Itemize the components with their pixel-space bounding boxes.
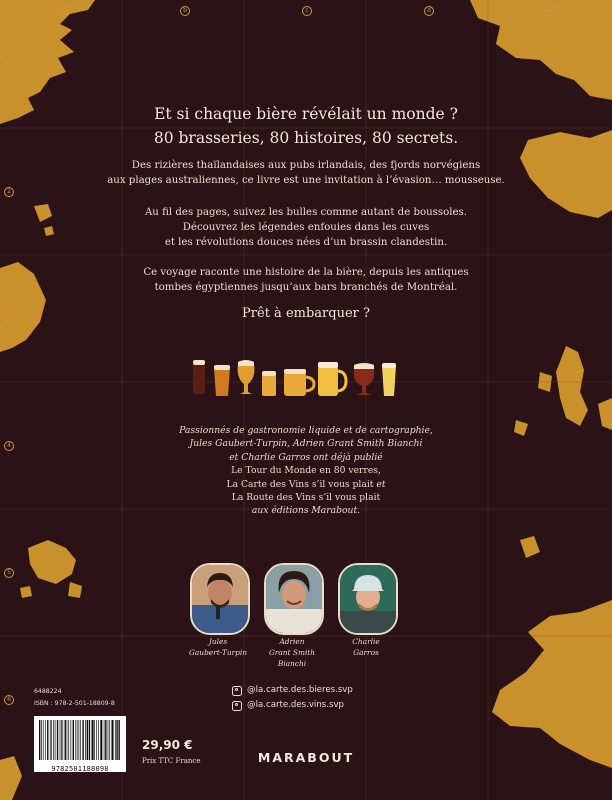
land-left-mid [0,262,46,352]
beer-glass-icon [382,363,396,396]
author-last-name: Grant Smith Bianchi [268,648,316,668]
barcode-bar [68,720,69,760]
price-note: Prix TTC France [142,757,201,765]
paragraph-bubbles [100,205,512,250]
island-right-tiny-2 [598,398,612,430]
author-photo-charlie [338,563,398,635]
social-handle-row[interactable] [232,698,392,713]
beer-glass-icon [193,360,205,394]
beer-glass-icon [354,363,375,395]
barcode-bar [50,720,51,760]
barcode-bar [109,720,110,760]
barcode-bar [43,720,44,760]
price: 29,90 € [142,738,193,752]
island-right-mid [520,130,612,218]
instagram-handle[interactable]: @la.carte.des.bieres.svp [247,685,353,695]
barcode-bar [45,720,46,760]
barcode-bar [87,720,88,760]
island-left-lower-3 [20,586,32,598]
bio-line: aux éditions Marabout. [251,505,361,517]
barcode-bar [104,720,105,760]
island-right-tiny [514,420,528,436]
island-left-lower-2 [68,582,82,598]
paragraph-intro [100,158,512,188]
paragraph-line: Découvrez les légendes enfouies dans les cuves [182,222,430,233]
grid-label-left: 4 [4,441,14,451]
bio-line: Jules Gaubert-Turpin, Adrien Grant Smith Bianchi [189,438,423,450]
barcode-bar [79,720,80,760]
portrait-avatar-icon [192,565,248,633]
land-top-right [470,0,612,100]
question-text: Prêt à embarquer ? [242,306,370,321]
portrait-avatar-icon [340,565,396,633]
instagram-icon [232,701,242,711]
bio-book-title: La Route des Vins s’il vous plait [231,492,381,504]
barcode-bar [77,720,78,760]
beer-glasses-illustration [190,356,422,400]
bio-line: Passionnés de gastronomie liquide et de cartographie, [179,425,433,436]
instagram-icon [232,686,242,696]
author-caption [254,636,330,669]
authors-bio [140,424,472,518]
barcode-bar [67,720,68,760]
island-right-long [556,346,588,426]
bio-line: et Charlie Garros ont déjà publié [229,451,383,463]
grid-label-left: 5 [4,568,14,578]
barcode-bar [118,720,119,760]
barcode-bar [73,720,74,760]
paragraph-line: et les révolutions douces nées d’un brassin clandestin. [164,237,448,248]
grid-label-top: e [546,6,556,16]
barcode-bar [111,720,113,760]
barcode-bar [65,720,66,760]
barcode-bar [92,720,94,760]
island-right-lower [520,536,540,558]
author-photo-jules [190,563,250,635]
barcode-bar [53,720,54,760]
land-bottom-left [0,756,22,800]
grid-label-top: d [424,6,434,16]
author-photo-adrien [264,563,324,635]
paragraph-line: Au fil des pages, suivez les bulles comme autant de boussoles. [144,207,468,218]
author-first-name: Adrien [279,637,305,646]
barcode-bar [80,720,81,760]
grid-label-top: b [180,6,190,16]
barcode-number: 9782501188098 [51,765,109,773]
paragraph-line: Des rizières thaïlandaises aux pubs irlandais, des fjords norvégiens [131,160,481,171]
author-last-name: Gaubert-Turpin [189,648,247,657]
paragraph-line: aux plages australiennes, ce livre est une invitation à l’évasion… mousseuse. [107,175,505,186]
grid-label-left: 2 [4,187,14,197]
grid-label-top: c [302,6,312,16]
barcode-bar [89,720,90,760]
barcode-bar [71,720,72,760]
grid-label-left: 1 [4,60,14,70]
island-right-small [538,372,552,392]
barcode-bar [61,720,62,760]
barcode-bar [100,720,102,760]
bio-join-word: et [373,478,386,490]
author-first-name: Jules [208,637,228,646]
barcode-bar [108,720,109,760]
barcode-bar [85,720,86,760]
social-handle-row[interactable] [232,683,392,698]
headline-line: Et si chaque bière révélait un monde ? [154,105,458,123]
barcode-bar [116,720,117,760]
reference-code: 6488224 [34,688,62,695]
author-caption [180,636,256,658]
island-left-lower [28,540,76,584]
barcode-bar [57,720,58,760]
beer-glass-icon [238,360,255,394]
barcode-bar [60,720,61,760]
barcode-bar [47,720,48,760]
land-bottom-right [492,600,612,768]
publisher-logo: MARABOUT [257,750,355,765]
barcode-bar [55,720,56,760]
paragraph-line: tombes égyptiennes jusqu’aux bars branchés de Montréal. [154,282,458,293]
isbn-code: ISBN : 978-2-501-18809-8 [34,700,115,707]
island-left-small [34,204,52,222]
barcode-bar [105,720,106,760]
portrait-avatar-icon [266,565,322,633]
beer-glass-icon [318,362,346,396]
author-last-name: Garros [353,648,379,657]
barcode-bar [51,720,52,760]
barcode-bar [82,720,83,760]
barcode [34,716,126,772]
barcode-bar [115,720,116,760]
barcode-bar [94,720,95,760]
barcode-bar [39,720,40,760]
bio-book-title: La Carte des Vins s’il vous plait [226,478,374,490]
paragraph-line: Ce voyage raconte une histoire de la bière, depuis les antiques [143,267,469,278]
beer-glass-icon [262,371,276,396]
instagram-handle[interactable]: @la.carte.des.vins.svp [247,700,344,710]
grid-label-left: 3 [4,314,14,324]
barcode-bar [96,720,97,760]
paragraph-history [100,265,512,295]
author-first-name: Charlie [352,637,380,646]
headline-line: 80 brasseries, 80 histoires, 80 secrets. [153,129,459,147]
beer-glass-icon [284,369,314,396]
barcode-bar [41,720,42,760]
barcode-bars [38,720,122,760]
grid-label-top: a [58,6,68,16]
author-caption [328,636,404,658]
beer-glass-icon [214,365,230,396]
barcode-bar [75,720,76,760]
island-left-small-2 [44,226,54,236]
grid-label-left: 6 [4,695,14,705]
social-handles [232,683,392,713]
barcode-bar [98,720,99,760]
headline [100,102,512,150]
barcode-bar [62,720,63,760]
bio-book-title: Le Tour du Monde en 80 verres, [231,465,381,477]
